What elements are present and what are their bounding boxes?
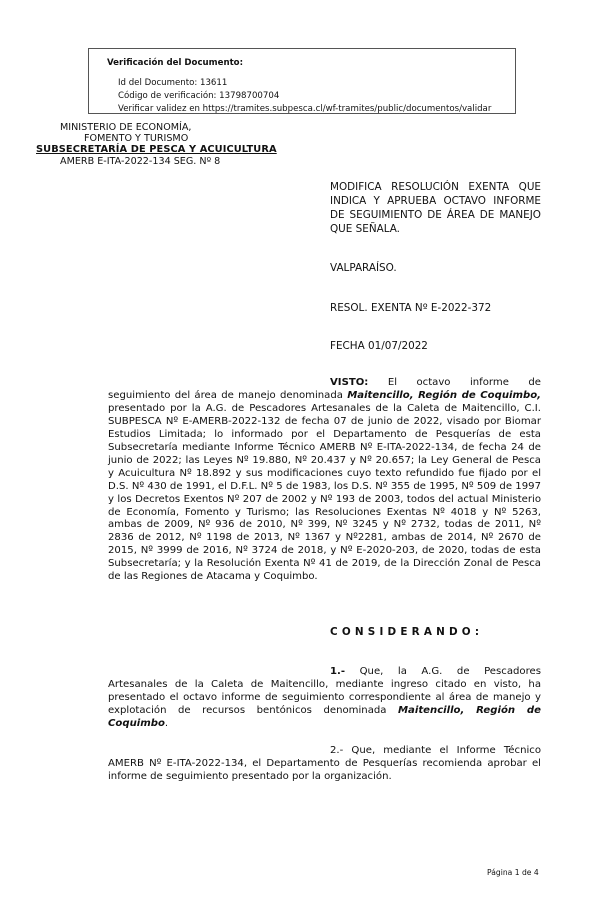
page-number: Página 1 de 4 — [487, 868, 539, 877]
place: VALPARAÍSO. — [330, 262, 397, 274]
resolution-date: FECHA 01/07/2022 — [330, 340, 428, 352]
visto-text-1: El octavo informe de seguimiento del área de manejo denominada — [108, 377, 541, 401]
considerando-1-area-name: Maitencillo, Región de Coquimbo — [108, 704, 541, 729]
verification-id: • Id del Documento: 13611 — [118, 77, 515, 90]
verification-link[interactable]: • Verificar validez en https://tramites.subpesca.cl/wf-tramites/public/documentos/validar — [118, 103, 515, 116]
considerando-1 — [108, 666, 541, 731]
visto-paragraph — [108, 377, 541, 584]
ministry-line-1: MINISTERIO DE ECONOMÍA, — [60, 122, 192, 133]
ministry-line-2: FOMENTO Y TURISMO — [84, 133, 189, 145]
considerando-1-text-1: Que, la A.G. de Pescadores Artesanales de la Caleta de Maitencillo, mediante ingreso citado en visto, ha presentado el octavo informe de seguimiento correspondiente al área de manejo y explotación de recursos bentónicos denominada — [108, 666, 541, 716]
ministry-heading — [60, 122, 191, 145]
verification-code: • Código de verificación: 13798700704 — [118, 90, 515, 103]
verification-box — [88, 48, 516, 114]
document-reference: AMERB E-ITA-2022-134 SEG. Nº 8 — [60, 156, 221, 167]
considerando-1-number: 1.- — [330, 666, 346, 677]
considerando-1-text-2: . — [164, 717, 169, 729]
verification-title: Verificación del Documento: — [107, 58, 244, 68]
considerando-2: 2.- Que, mediante el Informe Técnico AMERB Nº E-ITA-2022-134, el Departamento de Pesquerías recomienda aprobar el informe de seguimiento presentado por la organización. — [108, 745, 541, 782]
visto-area-name: Maitencillo, Región de Coquimbo, — [347, 389, 541, 401]
visto-label: VISTO: — [330, 377, 369, 388]
subsecretaria-heading: SUBSECRETARÍA DE PESCA Y ACUICULTURA — [36, 144, 277, 155]
visto-text-2: presentado por la A.G. de Pescadores Artesanales de la Caleta de Maitencillo, C.I. SUBPESCA Nº E-AMERB-2022-132 de fecha 07 de junio de 2022, visado por Biomar Estudios Limitada; lo informado por el Departamento de Pesquerías de esta Subsecretaría mediante Informe Técnico AMERB Nº E-ITA-2022-134, de fecha 24 de junio de 2022; las Leyes Nº 19.880, Nº 20.437 y Nº 20.657; la Ley General de Pesca y Acuicultura Nº 18.892 y sus modificaciones cuyo texto refundido fue fijado por el D.S. Nº 430 de 1991, el D.F.L. Nº 5 de 1983, los D.S. Nº 355 de 1995, Nº 509 de 1997 y los Decretos Exentos Nº 207 de 2002 y Nº 193 de 2003, todos del actual Ministerio de Economía, Fomento y Turismo; las Resoluciones Exentas Nº 4018 y Nº 5263, ambas de 2009, Nº 936 de 2010, Nº 399, Nº 3245 y Nº 2732, todas de 2011, Nº 2836 de 2012, Nº 1198 de 2013, Nº 1367 y Nº2281, ambas de 2014, Nº 2670 de 2015, Nº 3999 de 2016, Nº 3724 de 2018, y Nº E-2020-203, de 2020, todas de esta Subsecretaría; y la Resolución Exenta Nº 41 de 2019, de la Dirección Zonal de Pesca de las Regiones de Atacama y Coquimbo. — [108, 402, 541, 583]
verification-list — [107, 77, 515, 116]
considerando-heading: CONSIDERANDO: — [330, 626, 484, 638]
resolution-number: RESOL. EXENTA Nº E-2022-372 — [330, 302, 492, 314]
resolution-subject: MODIFICA RESOLUCIÓN EXENTA QUE INDICA Y APRUEBA OCTAVO INFORME DE SEGUIMIENTO DE ÁREA DE MANEJO QUE SEÑALA. — [330, 181, 541, 235]
